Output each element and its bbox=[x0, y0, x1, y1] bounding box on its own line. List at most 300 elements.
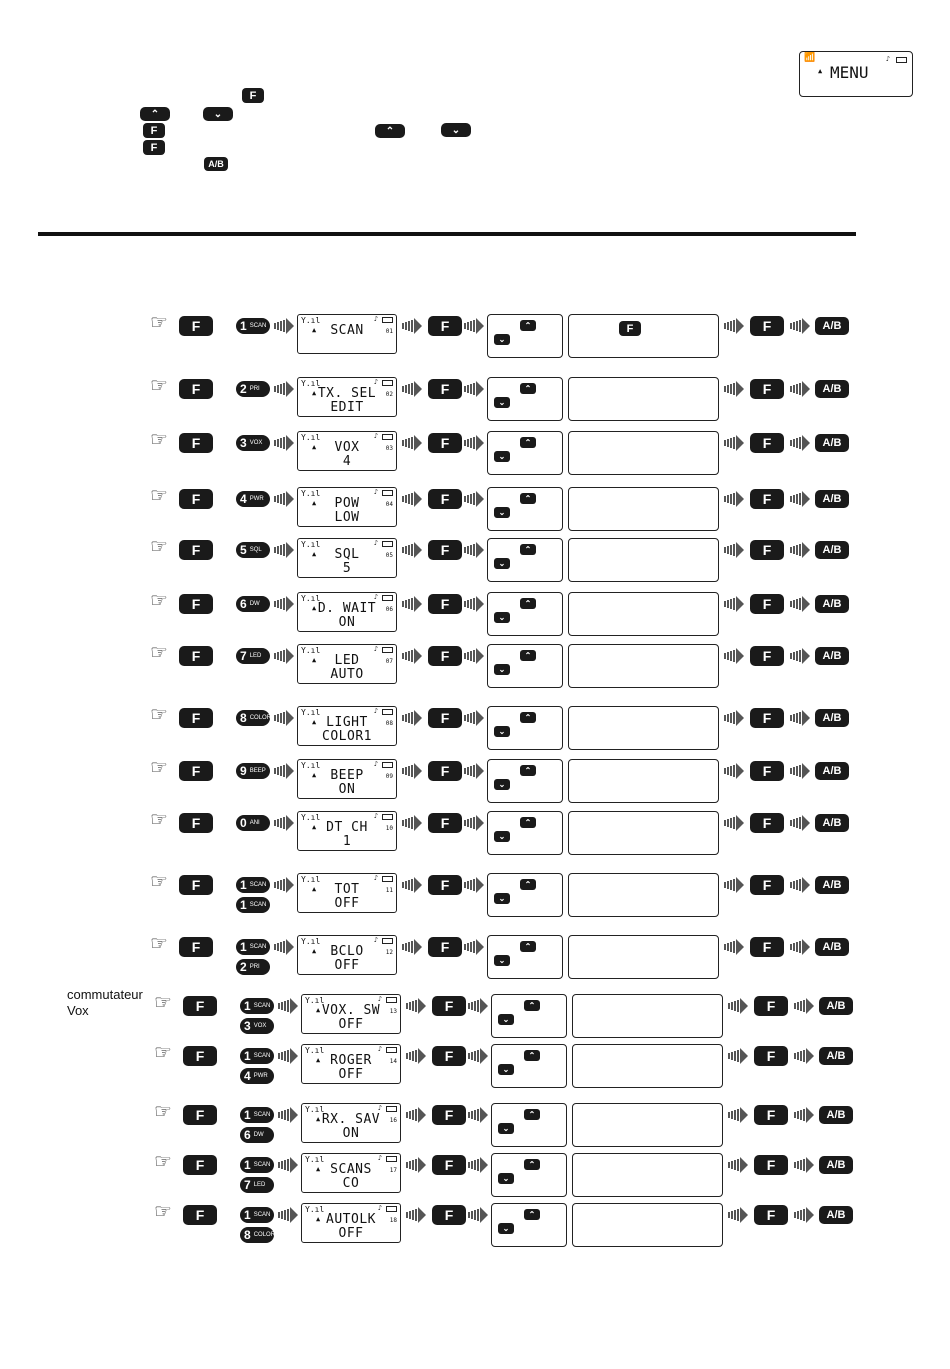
f-key-icon: F bbox=[750, 379, 784, 399]
arrow-right-icon bbox=[790, 595, 810, 613]
bell-icon: ♪ bbox=[373, 760, 378, 768]
bell-icon: ♪ bbox=[373, 936, 378, 944]
lcd-line-2: 1 bbox=[342, 834, 352, 849]
number-key-label: 3 bbox=[240, 436, 247, 450]
arrow-right-icon bbox=[790, 938, 810, 956]
arrow-right-icon bbox=[724, 814, 744, 832]
channel-number: 13 bbox=[389, 1008, 397, 1015]
f-key-icon: F bbox=[143, 123, 165, 138]
number-key-icon bbox=[236, 318, 270, 334]
number-key-sublabel: ANI bbox=[249, 820, 260, 826]
f-key-icon: F bbox=[183, 1105, 217, 1125]
chevron-down-icon: ⌄ bbox=[494, 507, 510, 518]
arrow-right-icon bbox=[406, 1106, 426, 1124]
up-down-keys-box bbox=[487, 935, 563, 979]
chevron-up-icon: ⌃ bbox=[520, 437, 536, 448]
lcd-display bbox=[297, 431, 397, 471]
number-key-sublabel: VOX bbox=[253, 1023, 267, 1029]
arrow-right-icon bbox=[274, 814, 294, 832]
lcd-line-2: CO bbox=[342, 1176, 360, 1191]
lcd-line-2: OFF bbox=[334, 958, 360, 973]
channel-number: 14 bbox=[389, 1058, 397, 1065]
lcd-line-1: D. WAIT bbox=[317, 601, 377, 616]
number-key-label: 8 bbox=[240, 711, 247, 725]
arrow-right-icon bbox=[464, 647, 484, 665]
description-box bbox=[568, 811, 719, 855]
lcd-display bbox=[301, 1044, 401, 1084]
up-down-keys-box bbox=[487, 314, 563, 358]
battery-icon bbox=[896, 57, 907, 63]
arrow-right-icon bbox=[402, 876, 422, 894]
number-key-icon bbox=[236, 763, 270, 779]
f-key-icon: F bbox=[750, 708, 784, 728]
chevron-down-icon: ⌄ bbox=[494, 955, 510, 966]
lcd-line-1: SCANS bbox=[330, 1162, 372, 1177]
number-key-sublabel: PWR bbox=[253, 1073, 268, 1079]
number-key-sublabel: SCAN bbox=[249, 882, 267, 888]
ab-key-icon: A/B bbox=[815, 380, 849, 398]
number-key-icon bbox=[236, 596, 270, 612]
number-key-label: 2 bbox=[240, 382, 247, 396]
f-key-icon: F bbox=[183, 1205, 217, 1225]
arrow-right-icon bbox=[728, 1206, 748, 1224]
lcd-display bbox=[297, 935, 397, 975]
lcd-display bbox=[297, 377, 397, 417]
up-down-keys-box bbox=[487, 592, 563, 636]
arrow-right-icon bbox=[278, 1047, 298, 1065]
number-key-sublabel: SCAN bbox=[253, 1212, 271, 1218]
f-key-icon: F bbox=[750, 937, 784, 957]
bell-icon: ♪ bbox=[377, 995, 382, 1003]
ab-key-icon: A/B bbox=[815, 647, 849, 665]
number-key-sublabel: SCAN bbox=[253, 1053, 271, 1059]
arrow-right-icon bbox=[402, 814, 422, 832]
ab-key-icon: A/B bbox=[819, 1106, 853, 1124]
f-key-icon: F bbox=[754, 1046, 788, 1066]
triangle-icon: ▲ bbox=[818, 67, 823, 75]
f-key-icon: F bbox=[179, 594, 213, 614]
arrow-right-icon bbox=[278, 997, 298, 1015]
chevron-up-icon: ⌃ bbox=[375, 124, 405, 138]
number-key-label: 7 bbox=[244, 1178, 251, 1192]
f-key-icon: F bbox=[179, 875, 213, 895]
chevron-up-icon: ⌃ bbox=[520, 383, 536, 394]
f-key-icon: F bbox=[428, 937, 462, 957]
number-key-sublabel: SCAN bbox=[249, 944, 267, 950]
lcd-line-1: LIGHT bbox=[326, 715, 368, 730]
pointing-hand-icon: ☞ bbox=[154, 1042, 172, 1064]
lcd-display bbox=[301, 1153, 401, 1193]
chevron-up-icon: ⌃ bbox=[520, 817, 536, 828]
number-key-label: 1 bbox=[244, 1049, 251, 1063]
number-key-sublabel: PRI bbox=[249, 386, 260, 392]
bell-icon: ♪ bbox=[373, 315, 378, 323]
up-down-keys-box bbox=[487, 377, 563, 421]
chevron-down-icon: ⌄ bbox=[494, 558, 510, 569]
pointing-hand-icon: ☞ bbox=[150, 871, 168, 893]
number-key-icon bbox=[236, 542, 270, 558]
f-key-icon: F bbox=[432, 996, 466, 1016]
arrow-right-icon bbox=[274, 380, 294, 398]
f-key-icon: F bbox=[754, 996, 788, 1016]
number-key-label: 0 bbox=[240, 816, 247, 830]
arrow-right-icon bbox=[724, 647, 744, 665]
bell-icon: ♪ bbox=[373, 488, 378, 496]
lcd-line-1: ROGER bbox=[330, 1053, 372, 1068]
lcd-display bbox=[301, 1103, 401, 1143]
arrow-right-icon bbox=[464, 490, 484, 508]
arrow-right-icon bbox=[790, 876, 810, 894]
lcd-line-1: POW bbox=[334, 496, 360, 511]
lcd-display bbox=[301, 994, 401, 1034]
arrow-right-icon bbox=[724, 876, 744, 894]
arrow-right-icon bbox=[724, 490, 744, 508]
f-key-icon: F bbox=[754, 1105, 788, 1125]
lcd-line-1: SQL bbox=[334, 547, 360, 562]
description-box bbox=[568, 706, 719, 750]
lcd-line-2: COLOR1 bbox=[322, 729, 372, 744]
signal-icon: Y.ıl bbox=[301, 379, 321, 388]
f-key-icon: F bbox=[242, 88, 264, 103]
signal-icon: Y.ıl bbox=[301, 761, 321, 770]
f-key-icon: F bbox=[428, 875, 462, 895]
ab-key-icon: A/B bbox=[815, 814, 849, 832]
ab-key-icon: A/B bbox=[815, 876, 849, 894]
lcd-line-2: OFF bbox=[338, 1017, 364, 1032]
pointing-hand-icon: ☞ bbox=[150, 485, 168, 507]
chevron-down-icon: ⌄ bbox=[498, 1064, 514, 1075]
triangle-icon: ▲ bbox=[312, 499, 317, 507]
number-key-label: 1 bbox=[240, 898, 247, 912]
triangle-icon: ▲ bbox=[312, 389, 317, 397]
channel-number: 18 bbox=[389, 1217, 397, 1224]
ab-key-icon: A/B bbox=[819, 1206, 853, 1224]
bell-icon: ♪ bbox=[373, 874, 378, 882]
chevron-up-icon: ⌃ bbox=[520, 320, 536, 331]
signal-icon: Y.ıl bbox=[301, 594, 321, 603]
lcd-line-1: VOX. SW bbox=[321, 1003, 381, 1018]
pointing-hand-icon: ☞ bbox=[150, 642, 168, 664]
description-box bbox=[568, 935, 719, 979]
channel-number: 11 bbox=[385, 887, 393, 894]
triangle-icon: ▲ bbox=[316, 1165, 321, 1173]
f-key-icon: F bbox=[179, 540, 213, 560]
pointing-hand-icon: ☞ bbox=[150, 757, 168, 779]
lcd-line-2: 5 bbox=[342, 561, 352, 576]
signal-icon: Y.ıl bbox=[305, 1105, 325, 1114]
description-box bbox=[568, 431, 719, 475]
f-key-icon: F bbox=[619, 321, 641, 336]
f-key-icon: F bbox=[750, 761, 784, 781]
description-box bbox=[568, 377, 719, 421]
description-box bbox=[572, 994, 723, 1038]
number-key-sublabel: COLOR bbox=[253, 1232, 276, 1238]
signal-icon: Y.ıl bbox=[301, 875, 321, 884]
description-box bbox=[568, 873, 719, 917]
arrow-right-icon bbox=[794, 1106, 814, 1124]
f-key-icon: F bbox=[750, 540, 784, 560]
arrow-right-icon bbox=[464, 938, 484, 956]
number-key-sublabel: LED bbox=[249, 653, 262, 659]
lcd-display bbox=[297, 314, 397, 354]
f-key-icon: F bbox=[428, 316, 462, 336]
number-key-label: 8 bbox=[244, 1228, 251, 1242]
arrow-right-icon bbox=[724, 317, 744, 335]
arrow-right-icon bbox=[464, 762, 484, 780]
lcd-line-1: TOT bbox=[334, 882, 360, 897]
arrow-right-icon bbox=[274, 490, 294, 508]
arrow-right-icon bbox=[406, 997, 426, 1015]
arrow-right-icon bbox=[728, 1047, 748, 1065]
arrow-right-icon bbox=[278, 1206, 298, 1224]
f-key-icon: F bbox=[179, 433, 213, 453]
arrow-right-icon bbox=[790, 380, 810, 398]
chevron-up-icon: ⌃ bbox=[520, 544, 536, 555]
triangle-icon: ▲ bbox=[316, 1006, 321, 1014]
arrow-right-icon bbox=[724, 938, 744, 956]
arrow-right-icon bbox=[724, 709, 744, 727]
number-key-icon bbox=[236, 939, 270, 955]
pointing-hand-icon: ☞ bbox=[150, 536, 168, 558]
lcd-display bbox=[297, 811, 397, 851]
f-key-icon: F bbox=[428, 594, 462, 614]
arrow-right-icon bbox=[274, 762, 294, 780]
lcd-display bbox=[297, 592, 397, 632]
number-key-icon bbox=[240, 1127, 274, 1143]
number-key-label: 1 bbox=[244, 1208, 251, 1222]
arrow-right-icon bbox=[794, 1156, 814, 1174]
arrow-right-icon bbox=[790, 317, 810, 335]
triangle-icon: ▲ bbox=[316, 1115, 321, 1123]
arrow-right-icon bbox=[406, 1206, 426, 1224]
number-key-label: 7 bbox=[240, 649, 247, 663]
number-key-icon bbox=[236, 381, 270, 397]
arrow-right-icon bbox=[790, 647, 810, 665]
signal-icon: Y.ıl bbox=[301, 937, 321, 946]
signal-icon: 📶 bbox=[804, 53, 816, 63]
f-key-icon: F bbox=[750, 813, 784, 833]
pointing-hand-icon: ☞ bbox=[150, 809, 168, 831]
chevron-up-icon: ⌃ bbox=[520, 879, 536, 890]
description-box bbox=[572, 1153, 723, 1197]
chevron-up-icon: ⌃ bbox=[520, 650, 536, 661]
number-key-icon bbox=[240, 1107, 274, 1123]
lcd-display bbox=[301, 1203, 401, 1243]
f-key-icon: F bbox=[179, 379, 213, 399]
arrow-right-icon bbox=[274, 876, 294, 894]
triangle-icon: ▲ bbox=[312, 550, 317, 558]
number-key-icon bbox=[240, 1207, 274, 1223]
up-down-keys-box bbox=[491, 1153, 567, 1197]
arrow-right-icon bbox=[402, 595, 422, 613]
arrow-right-icon bbox=[790, 709, 810, 727]
number-key-label: 9 bbox=[240, 764, 247, 778]
number-key-sublabel: SQL bbox=[249, 547, 262, 553]
channel-number: 02 bbox=[385, 391, 393, 398]
triangle-icon: ▲ bbox=[312, 718, 317, 726]
pointing-hand-icon: ☞ bbox=[154, 1201, 172, 1223]
lcd-line-2: AUTO bbox=[330, 667, 364, 682]
chevron-down-icon: ⌄ bbox=[494, 397, 510, 408]
arrow-right-icon bbox=[406, 1047, 426, 1065]
chevron-up-icon: ⌃ bbox=[524, 1109, 540, 1120]
f-key-icon: F bbox=[179, 316, 213, 336]
number-key-icon bbox=[236, 491, 270, 507]
channel-number: 12 bbox=[385, 949, 393, 956]
number-key-sublabel: SCAN bbox=[253, 1162, 271, 1168]
triangle-icon: ▲ bbox=[316, 1056, 321, 1064]
pointing-hand-icon: ☞ bbox=[150, 590, 168, 612]
arrow-right-icon bbox=[402, 380, 422, 398]
triangle-icon: ▲ bbox=[312, 885, 317, 893]
chevron-up-icon: ⌃ bbox=[524, 1050, 540, 1061]
f-key-icon: F bbox=[179, 813, 213, 833]
ab-key-icon: A/B bbox=[819, 1047, 853, 1065]
number-key-icon bbox=[240, 1048, 274, 1064]
arrow-right-icon bbox=[464, 541, 484, 559]
number-key-label: 1 bbox=[240, 319, 247, 333]
lcd-line-1: BEEP bbox=[330, 768, 364, 783]
arrow-right-icon bbox=[402, 434, 422, 452]
lcd-line-1: RX. SAV bbox=[321, 1112, 381, 1127]
number-key-icon bbox=[240, 1157, 274, 1173]
lcd-line-2: OFF bbox=[338, 1226, 364, 1241]
f-key-icon: F bbox=[750, 433, 784, 453]
arrow-right-icon bbox=[468, 1106, 488, 1124]
pointing-hand-icon: ☞ bbox=[154, 1151, 172, 1173]
arrow-right-icon bbox=[728, 1156, 748, 1174]
lcd-line-1: TX. SEL bbox=[317, 386, 377, 401]
ab-key-icon: A/B bbox=[815, 595, 849, 613]
number-key-icon bbox=[240, 1227, 274, 1243]
triangle-icon: ▲ bbox=[312, 656, 317, 664]
number-key-icon bbox=[236, 710, 270, 726]
pointing-hand-icon: ☞ bbox=[154, 992, 172, 1014]
arrow-right-icon bbox=[468, 1047, 488, 1065]
up-down-keys-box bbox=[487, 538, 563, 582]
pointing-hand-icon: ☞ bbox=[150, 429, 168, 451]
lcd-line-2: OFF bbox=[338, 1067, 364, 1082]
chevron-up-icon: ⌃ bbox=[524, 1000, 540, 1011]
f-key-icon: F bbox=[179, 937, 213, 957]
lcd-display bbox=[297, 644, 397, 684]
chevron-up-icon: ⌃ bbox=[524, 1159, 540, 1170]
ab-key-icon: A/B bbox=[815, 709, 849, 727]
f-key-icon: F bbox=[432, 1105, 466, 1125]
f-key-icon: F bbox=[750, 646, 784, 666]
up-down-keys-box bbox=[487, 811, 563, 855]
f-key-icon: F bbox=[432, 1205, 466, 1225]
triangle-icon: ▲ bbox=[312, 326, 317, 334]
arrow-right-icon bbox=[464, 814, 484, 832]
chevron-down-icon: ⌄ bbox=[494, 726, 510, 737]
arrow-right-icon bbox=[274, 595, 294, 613]
f-key-icon: F bbox=[179, 708, 213, 728]
ab-key-icon: A/B bbox=[819, 997, 853, 1015]
pointing-hand-icon: ☞ bbox=[150, 933, 168, 955]
number-key-icon bbox=[240, 998, 274, 1014]
arrow-right-icon bbox=[464, 876, 484, 894]
bell-icon: ♪ bbox=[885, 55, 890, 63]
bell-icon: ♪ bbox=[377, 1204, 382, 1212]
up-down-keys-box bbox=[491, 1044, 567, 1088]
chevron-down-icon: ⌄ bbox=[494, 831, 510, 842]
chevron-down-icon: ⌄ bbox=[498, 1223, 514, 1234]
number-key-sublabel: LED bbox=[253, 1182, 266, 1188]
up-down-keys-box bbox=[487, 706, 563, 750]
arrow-right-icon bbox=[724, 595, 744, 613]
chevron-down-icon: ⌄ bbox=[498, 1123, 514, 1134]
description-box bbox=[572, 1044, 723, 1088]
number-key-label: 4 bbox=[244, 1069, 251, 1083]
up-down-keys-box bbox=[491, 994, 567, 1038]
f-key-icon: F bbox=[179, 761, 213, 781]
triangle-icon: ▲ bbox=[316, 1215, 321, 1223]
f-key-icon: F bbox=[183, 1046, 217, 1066]
lcd-display bbox=[297, 706, 397, 746]
f-key-icon: F bbox=[428, 708, 462, 728]
ab-key-icon: A/B bbox=[815, 541, 849, 559]
signal-icon: Y.ıl bbox=[301, 708, 321, 717]
channel-number: 08 bbox=[385, 720, 393, 727]
arrow-right-icon bbox=[464, 380, 484, 398]
signal-icon: Y.ıl bbox=[305, 996, 325, 1005]
number-key-label: 3 bbox=[244, 1019, 251, 1033]
chevron-up-icon: ⌃ bbox=[524, 1209, 540, 1220]
lcd-line-1: VOX bbox=[334, 440, 360, 455]
arrow-right-icon bbox=[724, 541, 744, 559]
arrow-right-icon bbox=[790, 434, 810, 452]
description-box bbox=[568, 487, 719, 531]
f-key-icon: F bbox=[428, 540, 462, 560]
triangle-icon: ▲ bbox=[312, 604, 317, 612]
lcd-line-2: OFF bbox=[334, 896, 360, 911]
signal-icon: Y.ıl bbox=[301, 646, 321, 655]
ab-key-icon: A/B bbox=[819, 1156, 853, 1174]
f-key-icon: F bbox=[179, 646, 213, 666]
arrow-right-icon bbox=[794, 1206, 814, 1224]
arrow-right-icon bbox=[402, 762, 422, 780]
number-key-label: 1 bbox=[240, 940, 247, 954]
chevron-up-icon: ⌃ bbox=[520, 598, 536, 609]
arrow-right-icon bbox=[468, 1156, 488, 1174]
chevron-down-icon: ⌄ bbox=[494, 451, 510, 462]
signal-icon: Y.ıl bbox=[305, 1046, 325, 1055]
number-key-sublabel: SCAN bbox=[249, 323, 267, 329]
pointing-hand-icon: ☞ bbox=[150, 312, 168, 334]
signal-icon: Y.ıl bbox=[305, 1205, 325, 1214]
section-divider bbox=[38, 232, 856, 236]
description-box bbox=[568, 314, 719, 358]
pointing-hand-icon: ☞ bbox=[150, 375, 168, 397]
chevron-down-icon: ⌄ bbox=[494, 779, 510, 790]
f-key-icon: F bbox=[179, 489, 213, 509]
menu-display bbox=[799, 51, 913, 97]
signal-icon: Y.ıl bbox=[301, 540, 321, 549]
number-key-icon bbox=[240, 1068, 274, 1084]
bell-icon: ♪ bbox=[377, 1045, 382, 1053]
number-key-icon bbox=[236, 877, 270, 893]
ab-key-icon: A/B bbox=[815, 434, 849, 452]
arrow-right-icon bbox=[468, 1206, 488, 1224]
number-key-sublabel: SCAN bbox=[253, 1112, 271, 1118]
channel-number: 06 bbox=[385, 606, 393, 613]
chevron-up-icon: ⌃ bbox=[140, 107, 170, 121]
arrow-right-icon bbox=[728, 997, 748, 1015]
lcd-line-2: 4 bbox=[342, 454, 352, 469]
number-key-label: 1 bbox=[244, 1158, 251, 1172]
arrow-right-icon bbox=[794, 1047, 814, 1065]
